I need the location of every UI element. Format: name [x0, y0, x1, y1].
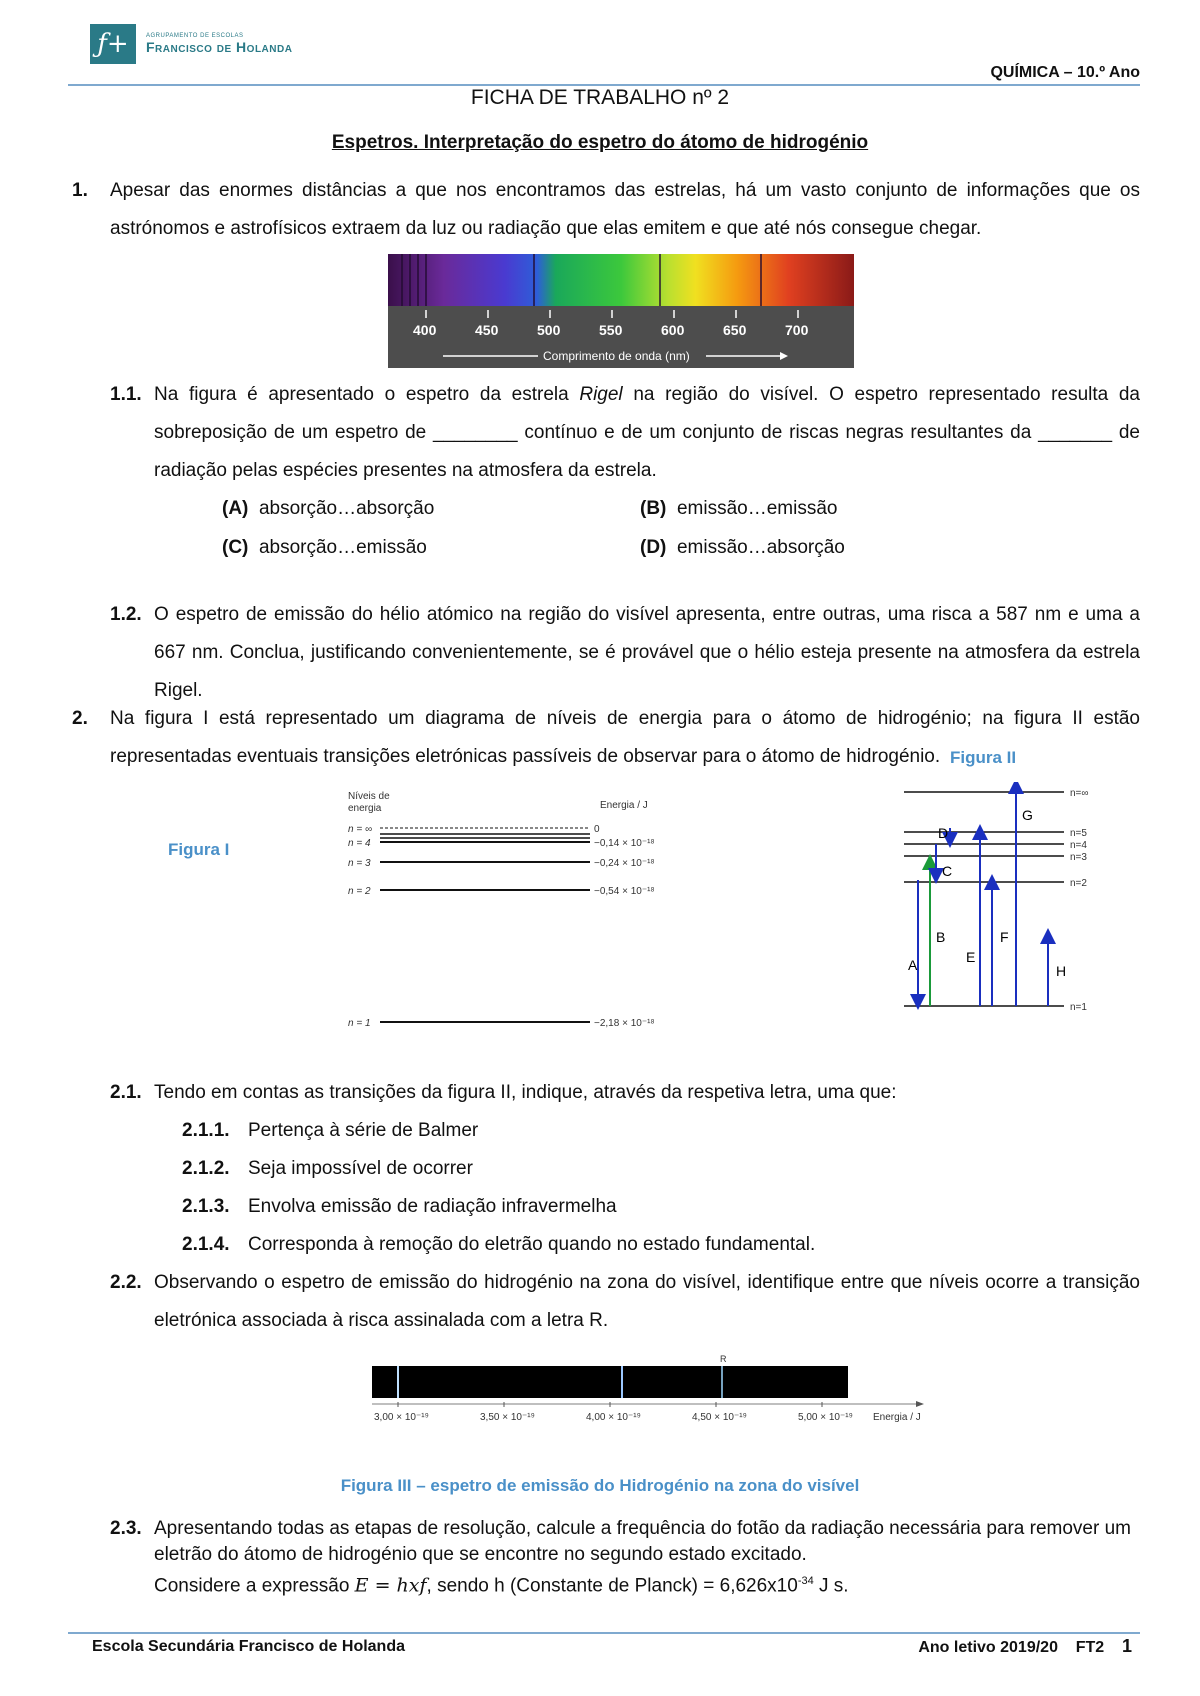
q212-number: 2.1.2.: [182, 1158, 230, 1179]
subject-label: QUÍMICA – 10.º Ano: [990, 64, 1140, 81]
spectrum-tick-label: 600: [661, 322, 685, 338]
energy-axis-label: Energia / J: [873, 1412, 921, 1423]
q12-text: O espetro de emissão do hélio atómico na região do visível apresenta, entre outras, uma risca a 587 nm e uma a 667 nm. Conclua, justificando convenientemente, se é provável que o hélio esteja presente na atmosfera da estrela Rigel.: [154, 604, 1140, 701]
footer-school: Escola Secundária Francisco de Holanda: [92, 1638, 405, 1655]
fig1-level-energy: −0,54 × 10⁻¹⁸: [594, 886, 655, 897]
spectrum-tick-label: 450: [475, 322, 499, 338]
fig1-level-energy: 0: [594, 824, 600, 835]
fig2-level-label: n=1: [1070, 1002, 1087, 1013]
q21-text: Tendo em contas as transições da figura II, indique, através da respetiva letra, uma que:: [154, 1082, 897, 1103]
footer-year: Ano letivo 2019/20: [918, 1639, 1058, 1656]
q23-expression-line: [154, 1568, 1140, 1599]
logo-mark: ƒ+: [90, 24, 136, 64]
rigel-spectrum-figure: [388, 254, 854, 368]
option-a-letter: (A): [222, 498, 249, 519]
logo-name: Francisco de Holanda: [146, 39, 293, 55]
q23-formula: E = hxf: [354, 1574, 427, 1597]
q23-block: [154, 1516, 1140, 1599]
q214-text: Corresponda à remoção do eletrão quando no estado fundamental.: [248, 1234, 816, 1255]
q11-number: 1.1.: [110, 384, 142, 405]
option-c-text: absorção…emissão: [258, 537, 427, 558]
q11-text-a: Na figura é apresentado o espetro da estrela: [154, 384, 580, 405]
figure-1-label: Figura I: [168, 840, 230, 859]
hydrogen-emission-figure: [368, 1352, 928, 1442]
transition-h-label: H: [1056, 963, 1067, 979]
q11-star-name: Rigel: [579, 384, 623, 405]
fig3-tick-label: 4,00 × 10⁻¹⁹: [586, 1412, 641, 1423]
transition-b-label: B: [936, 929, 946, 945]
q1-number: 1.: [72, 180, 88, 201]
option-d[interactable]: [640, 529, 845, 567]
option-b-text: emissão…emissão: [676, 498, 838, 519]
fig2-level-label: n=5: [1070, 828, 1087, 839]
transition-g-label: G: [1022, 807, 1033, 823]
q23-exponent: -34: [797, 1575, 814, 1587]
fig2-level-label: n=2: [1070, 878, 1087, 889]
risca-r-label: R: [720, 1354, 727, 1364]
q1-text: Apesar das enormes distâncias a que nos encontramos das estrelas, há um vasto conjunto de informações que os astrónomos e astrofísicos extraem da luz ou radiação que elas emitem e que até nós consegue chegar.: [110, 180, 1140, 239]
figure-3-caption: Figura III – espetro de emissão do Hidrogénio na zona do visível: [340, 1476, 860, 1495]
spectrum-tick-label: 700: [785, 322, 809, 338]
footer-right: [918, 1636, 1132, 1657]
fig1-level-name: n = 3: [348, 858, 371, 869]
q11-text: [154, 376, 1140, 490]
logo-text: [146, 33, 292, 55]
q22-text: Observando o espetro de emissão do hidrogénio na zona do visível, identifique entre que níveis ocorre a transição eletrónica associada à risca assinalada com a letra R.: [154, 1272, 1140, 1331]
fig1-level-energy: −0,24 × 10⁻¹⁸: [594, 858, 655, 869]
q21-number: 2.1.: [110, 1082, 142, 1103]
fig3-tick-label: 3,00 × 10⁻¹⁹: [374, 1412, 429, 1423]
transitions-figure: [900, 782, 1100, 1022]
q23-text: Apresentando todas as etapas de resolução, calcule a frequência do fotão da radiação necessária para remover um eletrão do átomo de hidrogénio que se encontre no segundo estado excitado.: [154, 1518, 1131, 1565]
q23-number: 2.3.: [110, 1518, 142, 1539]
transition-f-label: F: [1000, 929, 1009, 945]
spectrum-tick-label: 400: [413, 322, 437, 338]
option-d-text: emissão…absorção: [676, 537, 845, 558]
hydrogen-emission-svg: [368, 1352, 928, 1442]
q214-number: 2.1.4.: [182, 1234, 230, 1255]
option-c-letter: (C): [222, 537, 249, 558]
option-c[interactable]: [222, 529, 427, 567]
page-title: FICHA DE TRABALHO nº 2: [470, 86, 730, 109]
q213-number: 2.1.3.: [182, 1196, 230, 1217]
fig1-level-name: n = ∞: [348, 824, 373, 835]
visible-spectrum-band: [388, 254, 854, 306]
q211-number: 2.1.1.: [182, 1120, 230, 1141]
q2-text: Na figura I está representado um diagrama de níveis de energia para o átomo de hidrogénio; na figura II estão representadas eventuais transições eletrónicas passíveis de observar para o átomo de hidrogénio.: [110, 708, 1140, 767]
q212-text: Seja impossível de ocorrer: [248, 1158, 473, 1179]
page-subtitle: [0, 132, 1200, 154]
transition-e-label: E: [966, 949, 976, 965]
fig1-header-line2: energia: [348, 803, 382, 814]
spectrum-tick-label: 500: [537, 322, 561, 338]
fig2-level-label: n=3: [1070, 852, 1087, 863]
transition-d-label: D: [938, 825, 949, 841]
energy-axis-arrow: [916, 1401, 924, 1407]
logo-small-text: AGRUPAMENTO DE ESCOLAS: [146, 33, 244, 39]
transitions-svg: [900, 782, 1100, 1022]
fig1-energy-header: Energia / J: [600, 800, 648, 811]
option-b[interactable]: [640, 490, 837, 528]
footer-page: 1: [1121, 1636, 1132, 1656]
transition-a-label: A: [908, 957, 918, 973]
subtitle-text: Espetros. Interpretação do espetro do átomo de hidrogénio: [331, 132, 869, 153]
rigel-spectrum-svg: [388, 254, 854, 368]
q22-number: 2.2.: [110, 1272, 142, 1293]
emission-spectrum-band: [372, 1366, 848, 1398]
fig3-tick-label: 5,00 × 10⁻¹⁹: [798, 1412, 853, 1423]
school-logo: [90, 24, 292, 64]
fig1-header-line1: Níveis de: [348, 791, 390, 802]
fig2-level-lines: [904, 788, 1089, 1013]
fig1-level-lines: [348, 824, 655, 1029]
fig1-level-energy: −0,14 × 10⁻¹⁸: [594, 838, 655, 849]
figure-2-label: Figura II: [950, 748, 1017, 767]
q11-text-b: na região do visível. O espetro representado resulta da sobreposição de um espetro de ________ contínuo e de um conjunto de riscas negras resultantes da _______ de radiação pelas espécies presentes na atmosfera da estrela.: [154, 384, 1140, 481]
footer-rule: [68, 1632, 1140, 1634]
q211-text: Pertença à série de Balmer: [248, 1120, 479, 1141]
q213-text: Envolva emissão de radiação infravermelha: [248, 1196, 617, 1217]
option-d-letter: (D): [640, 537, 667, 558]
q23-unit: J s.: [813, 1575, 849, 1597]
q2-number: 2.: [72, 708, 88, 729]
option-a-text: absorção…absorção: [258, 498, 435, 519]
fig1-level-name: n = 4: [348, 838, 371, 849]
option-b-letter: (B): [640, 498, 667, 519]
fig1-level-name: n = 2: [348, 886, 371, 897]
fig3-tick-group: [374, 1402, 853, 1423]
energy-levels-figure: [340, 788, 680, 1038]
spectrum-axis-label: Comprimento de onda (nm): [543, 349, 690, 363]
fig2-level-label: n=4: [1070, 840, 1087, 851]
energy-levels-svg: [340, 788, 680, 1038]
q12-number: 1.2.: [110, 604, 142, 625]
fig1-level-name: n = 1: [348, 1018, 371, 1029]
q23-expr-b: , sendo h (Constante de Planck) = 6,626x10: [426, 1575, 798, 1597]
fig2-level-label: n=∞: [1070, 788, 1089, 799]
fig1-level-energy: −2,18 × 10⁻¹⁸: [594, 1018, 655, 1029]
fig3-tick-label: 4,50 × 10⁻¹⁹: [692, 1412, 747, 1423]
q23-expr-a: Considere a expressão: [154, 1575, 355, 1597]
footer-code: FT2: [1075, 1639, 1105, 1656]
fig3-tick-label: 3,50 × 10⁻¹⁹: [480, 1412, 535, 1423]
spectrum-tick-label: 650: [723, 322, 747, 338]
spectrum-tick-label: 550: [599, 322, 623, 338]
transition-c-label: C: [942, 863, 953, 879]
option-a[interactable]: [222, 490, 434, 528]
